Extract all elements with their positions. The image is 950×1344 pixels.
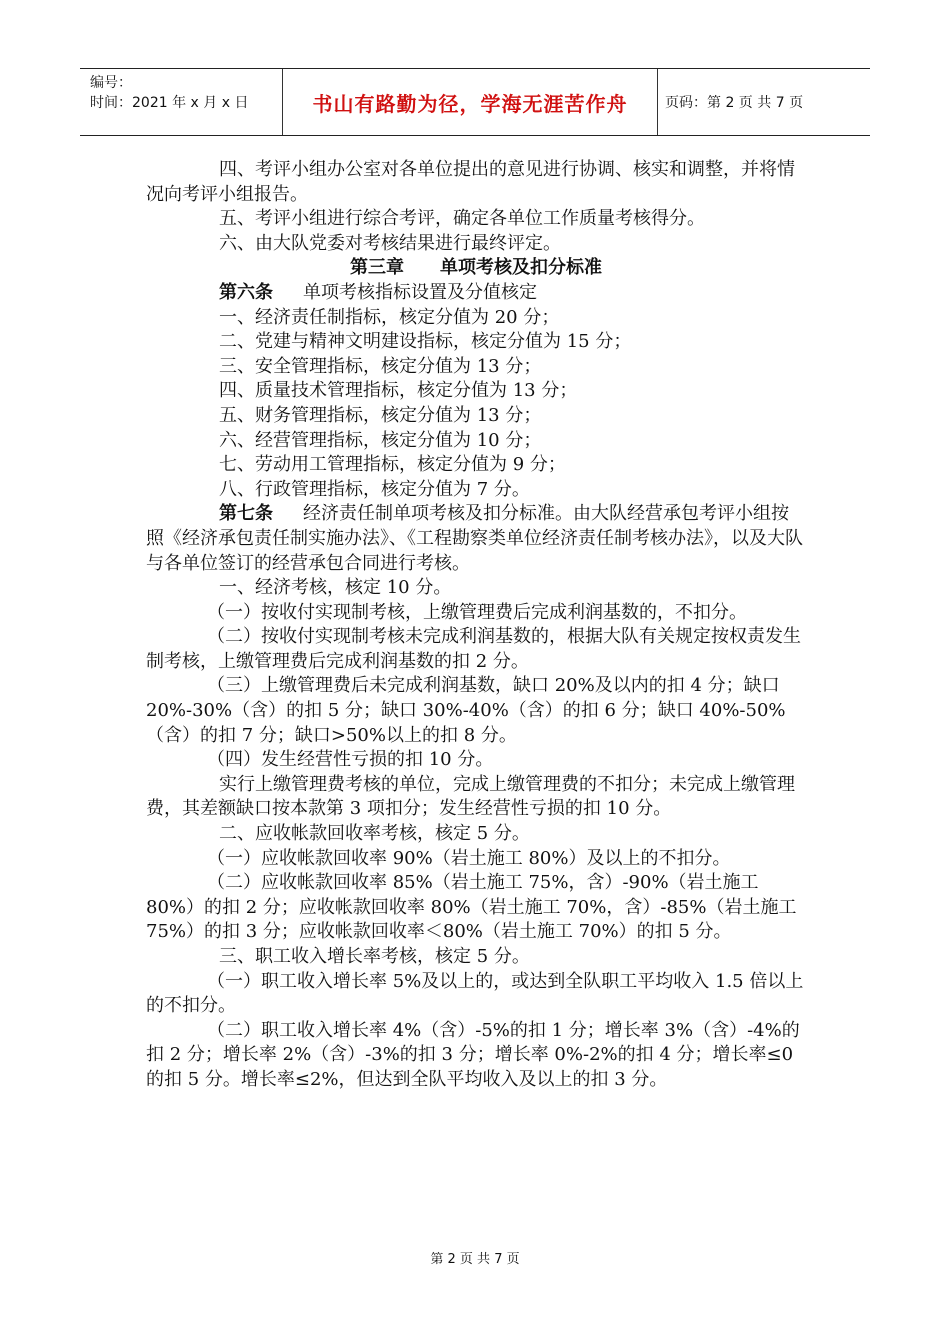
paragraph: 六、由大队党委对考核结果进行最终评定。 bbox=[219, 232, 561, 254]
section-title: 二、应收帐款回收率考核，核定 5 分。 bbox=[219, 823, 530, 845]
list-item: 四、质量技术管理指标，核定分值为 13 分； bbox=[219, 380, 578, 402]
header-number: 编号： bbox=[90, 75, 132, 91]
header-motto: 书山有路勤为径，学海无涯苦作舟 bbox=[312, 91, 628, 116]
list-item: （一）职工收入增长率 5%及以上的，或达到全队职工平均收入 1.5 倍以上的不扣分。 bbox=[146, 970, 804, 1017]
header-meta bbox=[90, 73, 282, 113]
document-body bbox=[146, 158, 806, 1093]
article-label: 第七条 bbox=[219, 503, 273, 525]
header-page-number: 页码：第 2 页 共 7 页 bbox=[665, 95, 804, 111]
header-divider bbox=[657, 69, 658, 135]
list-item: （二）应收帐款回收率 85%（岩土施工 75%，含）-90%（岩土施工 80%）的扣 2 分；应收帐款回收率 80%（岩土施工 70%，含）-85%（岩土施工 75%）的扣 3 分；应收帐款回收率＜80%（岩土施工 70%）的扣 5 分。 bbox=[146, 872, 797, 943]
article-text: 单项考核指标设置及分值核定 bbox=[303, 281, 537, 303]
header-date: 时间：2021 年 x 月 x 日 bbox=[90, 95, 249, 111]
chapter-heading bbox=[146, 256, 806, 281]
list-item: 七、劳动用工管理指标，核定分值为 9 分； bbox=[219, 454, 566, 476]
chapter-number: 第三章 bbox=[350, 257, 404, 279]
list-item: （二）按收付实现制考核未完成利润基数的，根据大队有关规定按权责发生制考核，上缴管理费后完成利润基数的扣 2 分。 bbox=[146, 626, 801, 672]
paragraph: 四、考评小组办公室对各单位提出的意见进行协调、核实和调整，并将情况向考评小组报告。 bbox=[146, 159, 795, 205]
list-item: （三）上缴管理费后未完成利润基数，缺口 20%及以内的扣 4 分；缺口 20%-30%（含）的扣 5 分；缺口 30%-40%（含）的扣 6 分；缺口 40%-50%（含）的扣 7 分；缺口>50%以上的扣 8 分。 bbox=[146, 675, 786, 746]
chapter-title: 单项考核及扣分标准 bbox=[440, 257, 602, 279]
list-item: （二）职工收入增长率 4%（含）-5%的扣 1 分；增长率 3%（含）-4%的扣 2 分；增长率 2%（含）-3%的扣 3 分；增长率 0%-2%的扣 4 分；增长率≤0 的扣 5 分。增长率≤2%，但达到全队平均收入及以上的扣 3 分。 bbox=[146, 1019, 800, 1090]
list-item: 八、行政管理指标，核定分值为 7 分。 bbox=[219, 478, 530, 500]
list-item: （四）发生经营性亏损的扣 10 分。 bbox=[207, 749, 494, 771]
article-7 bbox=[146, 502, 806, 576]
list-item: （一）应收帐款回收率 90%（岩土施工 80%）及以上的不扣分。 bbox=[207, 847, 731, 869]
list-item: 一、经济责任制指标，核定分值为 20 分； bbox=[219, 306, 560, 328]
page-footer: 第 2 页 共 7 页 bbox=[430, 1252, 520, 1267]
article-6 bbox=[146, 281, 806, 306]
section-title: 一、经济考核，核定 10 分。 bbox=[219, 577, 452, 599]
page-header bbox=[80, 68, 870, 136]
list-item: 二、党建与精神文明建设指标，核定分值为 15 分； bbox=[219, 331, 632, 353]
paragraph: 五、考评小组进行综合考评，确定各单位工作质量考核得分。 bbox=[219, 208, 705, 230]
paragraph: 实行上缴管理费考核的单位，完成上缴管理费的不扣分；未完成上缴管理费，其差额缺口按本款第 3 项扣分；发生经营性亏损的扣 10 分。 bbox=[146, 773, 795, 820]
list-item: （一）按收付实现制考核，上缴管理费后完成利润基数的，不扣分。 bbox=[207, 601, 747, 623]
section-title: 三、职工收入增长率考核，核定 5 分。 bbox=[219, 946, 530, 967]
list-item: 三、安全管理指标，核定分值为 13 分； bbox=[219, 355, 542, 377]
article-label: 第六条 bbox=[219, 281, 273, 303]
list-item: 六、经营管理指标，核定分值为 10 分； bbox=[219, 429, 542, 451]
article-text: 经济责任制单项考核及扣分标准。由大队经营承包考评小组按照《经济承包责任制实施办法》、《工程勘察类单位经济责任制考核办法》，以及大队与各单位签订的经营承包合同进行考核。 bbox=[146, 503, 803, 574]
list-item: 五、财务管理指标，核定分值为 13 分； bbox=[219, 404, 542, 426]
